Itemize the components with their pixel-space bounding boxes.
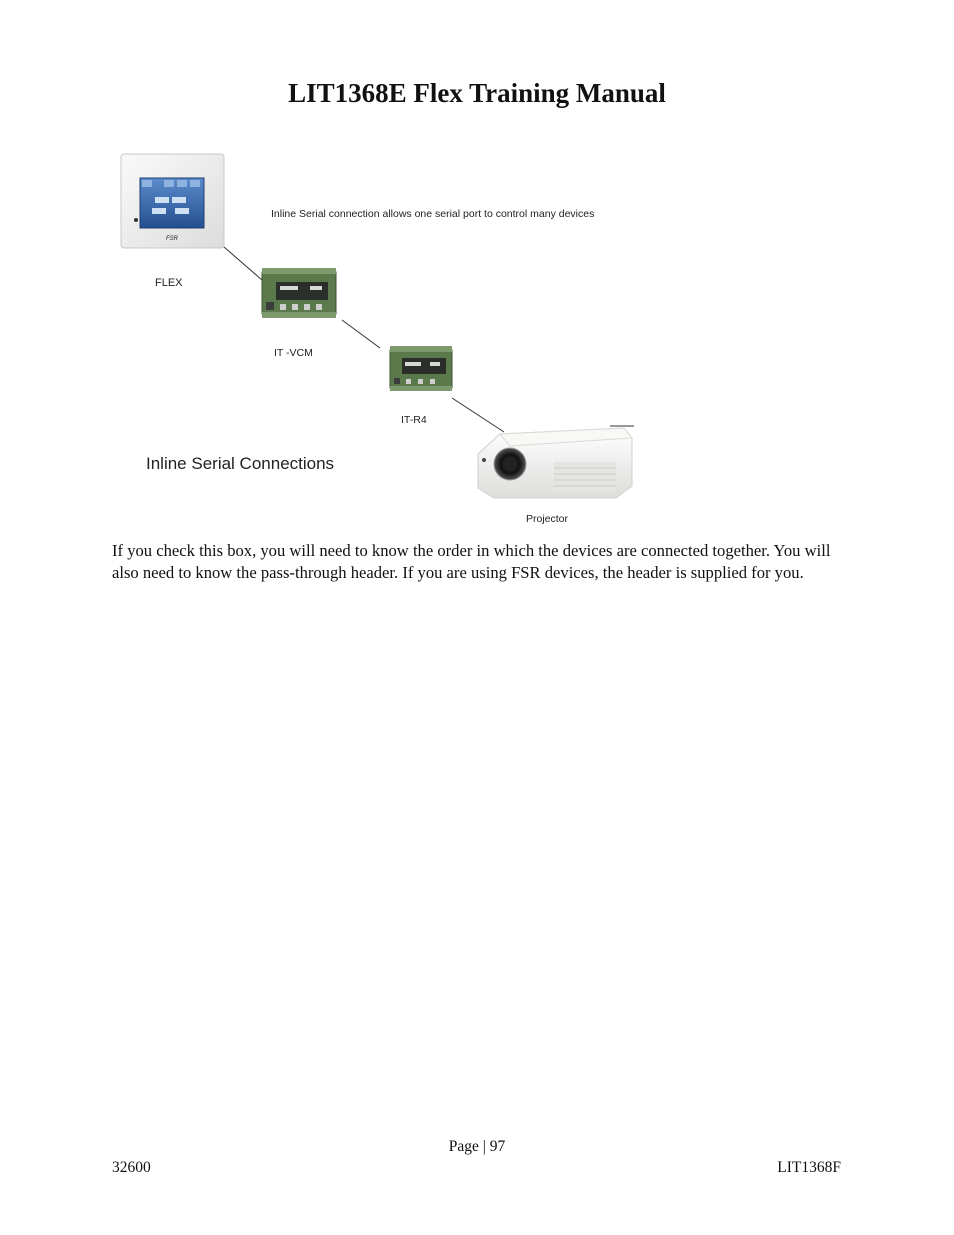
body-paragraph: If you check this box, you will need to know the order in which the devices are connected together. You will also need to know the pass-through header. If you are using FSR devices, the header is supplied for you. <box>112 541 831 582</box>
projector-device <box>478 428 632 498</box>
footer-revision: LIT1368F <box>777 1159 841 1176</box>
connection-line <box>342 320 380 348</box>
diagram-caption: Inline Serial connection allows one serial port to control many devices <box>271 208 595 220</box>
page-title: LIT1368E Flex Training Manual <box>288 78 666 108</box>
connection-line <box>452 398 504 432</box>
it-r4-label: IT-R4 <box>401 414 427 426</box>
it-vcm-label: IT -VCM <box>274 347 313 359</box>
diagram-title: Inline Serial Connections <box>146 454 335 473</box>
projector-label: Projector <box>526 513 569 525</box>
footer-document-code: 32600 <box>112 1159 151 1176</box>
connection-line <box>224 247 262 280</box>
it-r4-module <box>390 346 452 391</box>
inline-serial-diagram <box>112 142 638 532</box>
flex-touch-panel <box>121 154 224 248</box>
flex-label: FLEX <box>155 277 183 289</box>
page-number: Page | 97 <box>448 1138 506 1155</box>
panel-brand-mark: FSR <box>166 236 178 242</box>
it-vcm-module <box>262 268 336 318</box>
